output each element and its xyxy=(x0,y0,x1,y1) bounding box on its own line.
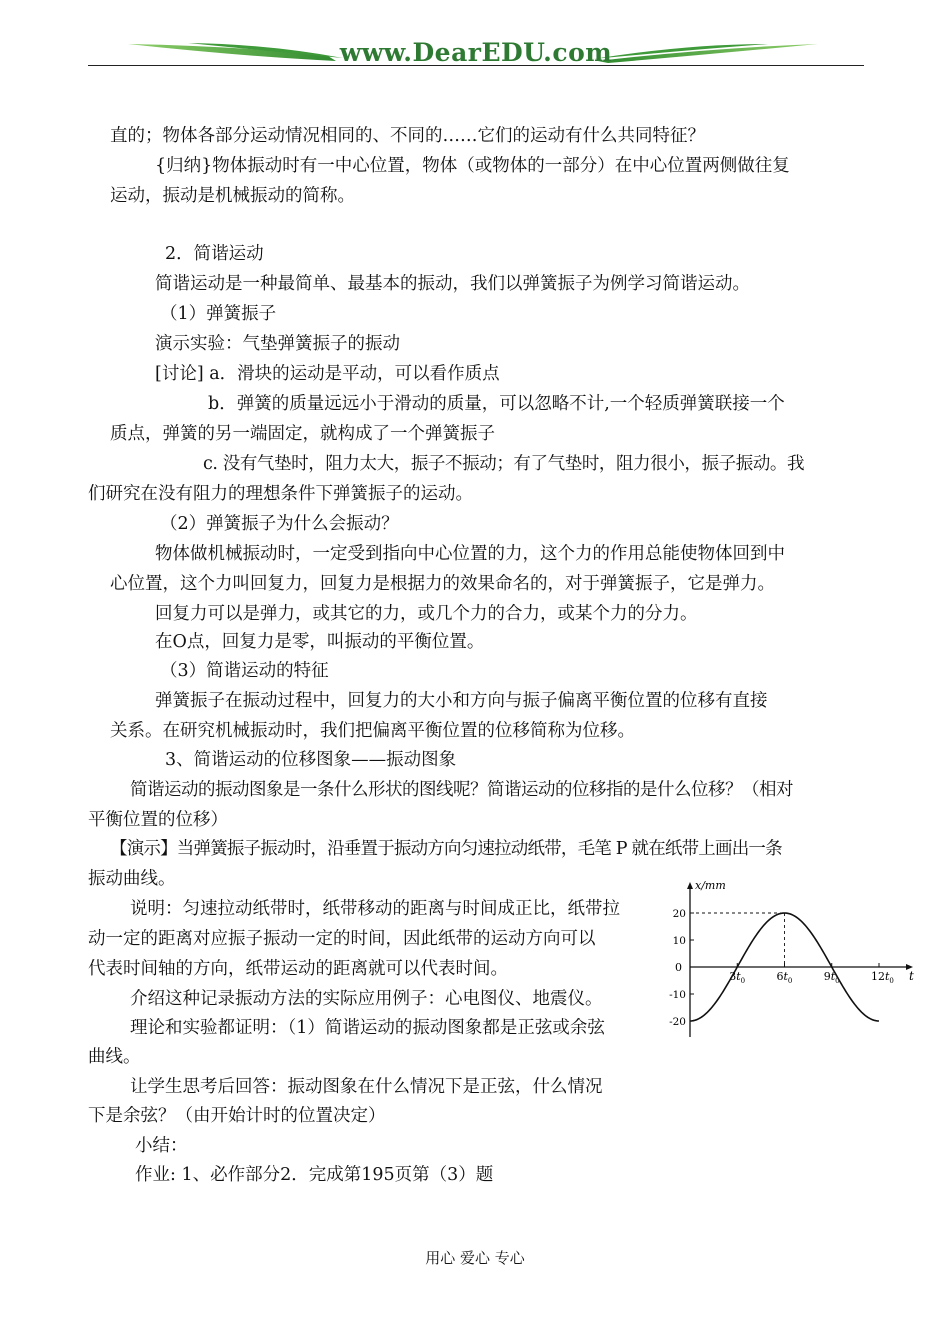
page-footer: 用心 爱心 专心 xyxy=(425,1249,525,1267)
section-heading: 2．简谐运动 xyxy=(165,244,264,264)
text-line: 平衡位置的位移） xyxy=(88,810,228,830)
vibration-graph-svg xyxy=(657,877,920,1037)
text-line: 关系。在研究机械振动时，我们把偏离平衡位置的位移简称为位移。 xyxy=(110,721,635,741)
text-line: 小结： xyxy=(135,1136,188,1156)
x-tick-label: $3t_0$ xyxy=(729,970,746,985)
text-line: [讨论] a．滑块的运动是平动，可以看作质点 xyxy=(155,364,500,384)
text-line: 介绍这种记录振动方法的实际应用例子：心电图仪、地震仪。 xyxy=(130,989,603,1009)
site-header xyxy=(88,34,864,74)
homework-line: 作业: 1、必作部分2．完成第195页第（3）题 xyxy=(135,1165,494,1185)
x-tick-label: $6t_0$ xyxy=(776,970,793,985)
text-line: c. 没有气垫时，阻力太大，振子不振动；有了气垫时，阻力很小，振子振动。我 xyxy=(203,454,805,474)
site-url-logo: www.DearEDU.com xyxy=(339,38,613,67)
text-line: 动一定的距离对应振子振动一定的时间，因此纸带的运动方向可以 xyxy=(88,929,596,949)
text-line: b．弹簧的质量远远小于滑动的质量，可以忽略不计,一个轻质弹簧联接一个 xyxy=(208,394,785,414)
text-line: 【演示】当弹簧振子振动时，沿垂置于振动方向匀速拉动纸带，毛笔 P 就在纸带上画出一条 xyxy=(110,839,782,859)
origin-label: 0 xyxy=(675,961,682,974)
y-axis-label: x/mm xyxy=(695,879,726,892)
x-tick-label: $12t_0$ xyxy=(871,970,894,985)
text-line: 简谐运动的振动图象是一条什么形状的图线呢？简谐运动的位移指的是什么位移？（相对 xyxy=(130,780,793,800)
y-axis-arrow xyxy=(687,882,693,889)
text-line: 物体做机械振动时，一定受到指向中心位置的力，这个力的作用总能使物体回到中 xyxy=(155,544,785,564)
text-line: 运动，振动是机械振动的简称。 xyxy=(110,186,355,206)
y-tick-label: 10 xyxy=(672,935,686,947)
text-line: 质点，弹簧的另一端固定，就构成了一个弹簧振子 xyxy=(110,424,495,444)
text-line: 演示实验：气垫弹簧振子的振动 xyxy=(155,334,400,354)
subsection-heading: （1）弹簧振子 xyxy=(160,304,277,324)
x-ticks xyxy=(729,963,894,985)
section-heading: 3、简谐运动的位移图象——振动图象 xyxy=(165,750,457,770)
text-line: 振动曲线。 xyxy=(88,869,176,889)
subsection-heading: （2）弹簧振子为什么会振动？ xyxy=(160,514,399,534)
text-line: 们研究在没有阻力的理想条件下弹簧振子的运动。 xyxy=(88,484,473,504)
text-line: 曲线。 xyxy=(88,1047,141,1067)
text-line: {归纳}物体振动时有一中心位置，物体（或物体的一部分）在中心位置两侧做往复 xyxy=(155,156,790,176)
y-tick-label: -10 xyxy=(669,989,686,1001)
text-line: 回复力可以是弹力，或其它的力，或几个力的合力，或某个力的分力。 xyxy=(155,604,698,624)
text-line: 下是余弦？（由开始计时的位置决定） xyxy=(88,1106,386,1126)
text-line: 让学生思考后回答：振动图象在什么情况下是正弦，什么情况 xyxy=(130,1077,603,1097)
x-axis-label: t xyxy=(909,969,914,983)
text-line: 在O点，回复力是零，叫振动的平衡位置。 xyxy=(155,632,485,652)
subsection-heading: （3）简谐运动的特征 xyxy=(160,661,329,681)
text-line: 心位置，这个力叫回复力，回复力是根据力的效果命名的，对于弹簧振子，它是弹力。 xyxy=(110,574,775,594)
text-line: 直的；物体各部分运动情况相同的、不同的……它们的运动有什么共同特征？ xyxy=(110,126,705,146)
y-tick-label: -20 xyxy=(669,1016,686,1028)
text-line: 代表时间轴的方向，纸带运动的距离就可以代表时间。 xyxy=(88,959,508,979)
x-tick-label: $9t_0$ xyxy=(823,970,840,985)
text-line: 弹簧振子在振动过程中，回复力的大小和方向与振子偏离平衡位置的位移有直接 xyxy=(155,691,768,711)
header-rule xyxy=(88,65,864,66)
text-line: 理论和实验都证明：（1）简谐运动的振动图象都是正弦或余弦 xyxy=(130,1018,605,1038)
y-tick-label: 20 xyxy=(672,908,686,920)
vibration-graph xyxy=(657,877,920,1037)
text-line: 简谐运动是一种最简单、最基本的振动，我们以弹簧振子为例学习简谐运动。 xyxy=(155,274,750,294)
text-line: 说明：匀速拉动纸带时，纸带移动的距离与时间成正比，纸带拉 xyxy=(130,899,620,919)
